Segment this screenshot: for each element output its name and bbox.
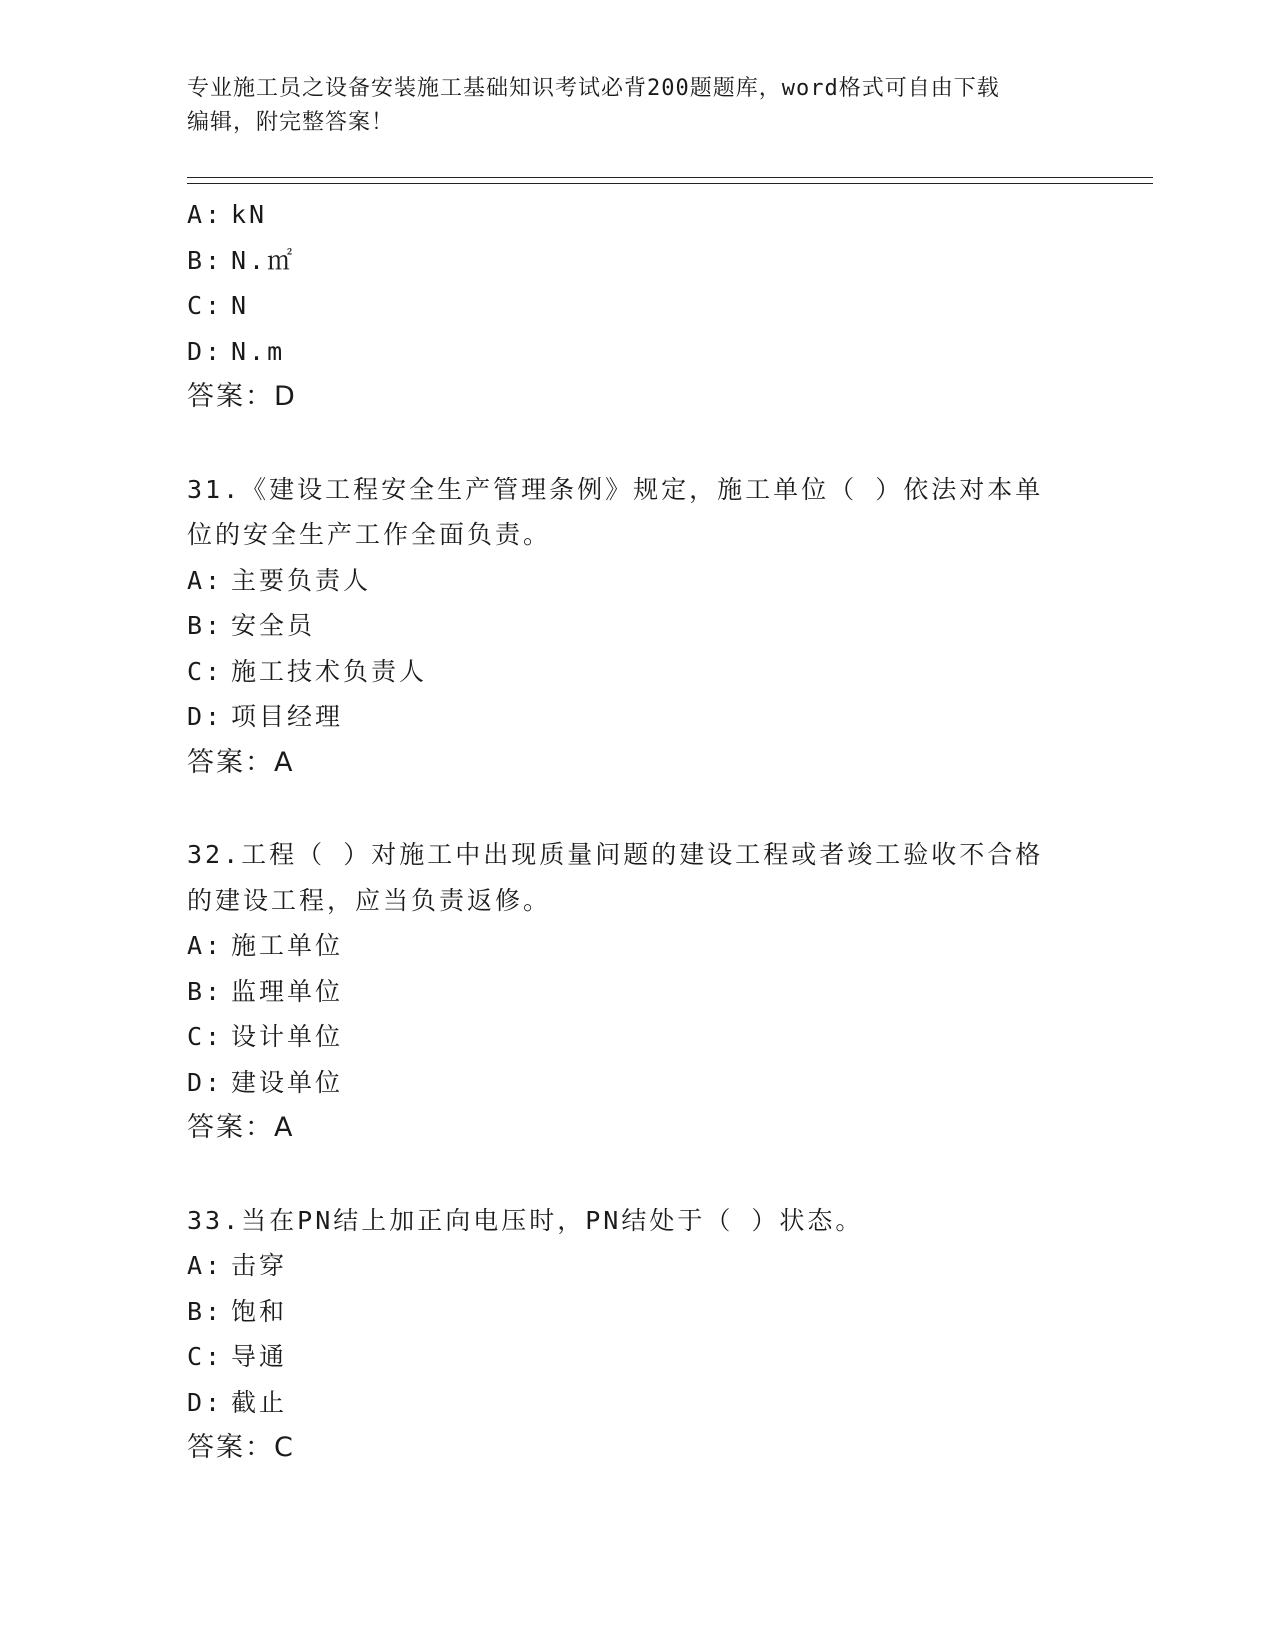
option-letter: D: xyxy=(187,1067,224,1097)
question-block-31 xyxy=(187,467,1087,786)
option-text: 主要负责人 xyxy=(231,565,372,595)
option-text: 击穿 xyxy=(231,1251,288,1280)
option-d xyxy=(187,1060,1087,1106)
option-text: 饱和 xyxy=(231,1296,288,1326)
question-text-line: 的建设工程，应当负责返修。 xyxy=(187,885,552,915)
header-line-1: 专业施工员之设备安装施工基础知识考试必背200题题库，word格式可自由下载 xyxy=(187,76,1000,101)
option-letter: D: xyxy=(187,336,224,366)
option-letter: C: xyxy=(187,291,224,320)
option-text: 施工技术负责人 xyxy=(231,656,428,686)
question-block-32 xyxy=(187,832,1087,1151)
header-divider-bottom xyxy=(187,183,1153,184)
option-text: 导通 xyxy=(231,1342,288,1371)
question-text-line: 32.工程（ ）对施工中出现质量问题的建设工程或者竣工验收不合格 xyxy=(187,840,1044,869)
option-b xyxy=(187,1289,1087,1335)
option-b xyxy=(187,238,1087,284)
option-b xyxy=(187,603,1087,649)
option-a xyxy=(187,923,1087,969)
option-b xyxy=(187,969,1087,1015)
option-d xyxy=(187,694,1087,740)
option-a xyxy=(187,1243,1087,1289)
option-text: 安全员 xyxy=(231,611,316,640)
option-letter: A: xyxy=(187,1251,224,1280)
option-text: N.㎡ xyxy=(231,245,296,275)
option-text: 设计单位 xyxy=(231,1022,344,1051)
option-letter: A: xyxy=(187,931,224,960)
option-letter: C: xyxy=(187,656,224,686)
option-a xyxy=(187,558,1087,604)
spacer xyxy=(187,420,1087,467)
prev-question-block xyxy=(187,192,1087,420)
option-c xyxy=(187,1334,1087,1380)
option-text: 施工单位 xyxy=(231,931,344,960)
option-letter: D: xyxy=(187,1387,224,1417)
option-a xyxy=(187,192,1087,238)
option-text: 建设单位 xyxy=(231,1067,344,1097)
option-c xyxy=(187,1014,1087,1060)
answer-line: 答案：A xyxy=(187,746,295,778)
option-letter: B: xyxy=(187,245,224,275)
answer-line: 答案：A xyxy=(187,1112,295,1143)
option-text: N.m xyxy=(231,336,286,366)
option-letter: B: xyxy=(187,1296,224,1326)
option-letter: B: xyxy=(187,611,224,640)
option-text: kN xyxy=(231,200,268,229)
option-text: 项目经理 xyxy=(231,702,344,731)
option-c xyxy=(187,649,1087,695)
option-c xyxy=(187,283,1087,329)
spacer xyxy=(187,785,1087,832)
option-letter: A: xyxy=(187,200,224,229)
option-d xyxy=(187,1380,1087,1426)
question-content xyxy=(187,192,1087,1471)
option-text: N xyxy=(231,291,250,320)
option-text: 监理单位 xyxy=(231,976,344,1006)
option-letter: D: xyxy=(187,702,224,731)
question-block-33 xyxy=(187,1198,1087,1471)
option-letter: C: xyxy=(187,1342,224,1371)
answer-line: 答案：C xyxy=(187,1432,295,1463)
question-text-line: 位的安全生产工作全面负责。 xyxy=(187,520,552,549)
question-text-line: 31.《建设工程安全生产管理条例》规定，施工单位（ ）依法对本单 xyxy=(187,474,1044,504)
answer-line: 答案：D xyxy=(187,381,297,412)
header-line-2: 编辑，附完整答案！ xyxy=(187,110,395,135)
header-divider-top xyxy=(187,177,1153,178)
option-letter: C: xyxy=(187,1022,224,1051)
option-letter: B: xyxy=(187,976,224,1006)
question-text-line: 33.当在PN结上加正向电压时，PN结处于（ ）状态。 xyxy=(187,1205,864,1235)
option-text: 截止 xyxy=(231,1387,288,1417)
spacer xyxy=(187,1151,1087,1198)
option-letter: A: xyxy=(187,565,224,595)
document-header xyxy=(187,72,1067,140)
option-d xyxy=(187,329,1087,375)
